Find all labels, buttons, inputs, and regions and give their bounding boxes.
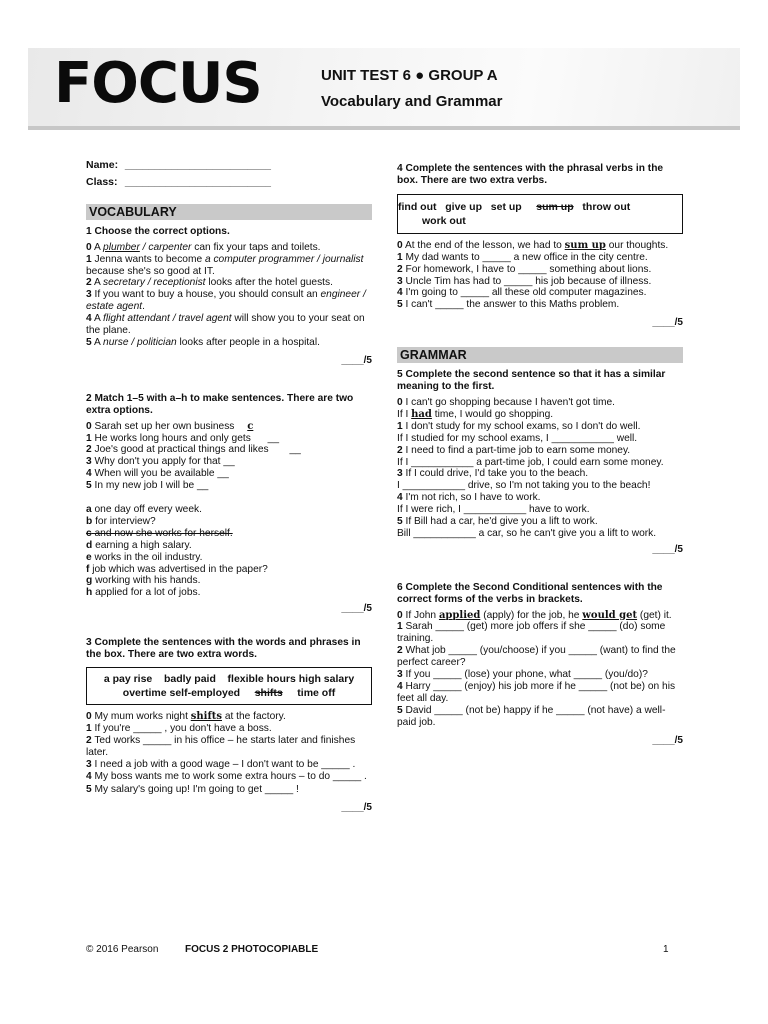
copyright: © 2016 Pearson — [86, 944, 159, 955]
ex4-item-1[interactable]: 1 My dad wants to _____ a new office in the city centre. — [397, 251, 648, 263]
ex4-items — [397, 240, 683, 311]
ex2-item-3[interactable]: 3 Why don't you apply for that __ — [86, 456, 235, 468]
ex4-box-row2 — [398, 214, 676, 228]
ex4-verb-used: sum up — [536, 200, 574, 213]
ex6-item-5[interactable]: 5 David _____ (not be) happy if he _____ (not have) a well-paid job. — [397, 704, 666, 728]
ex2-option-g: g working with his hands. — [86, 575, 201, 587]
ex6-items — [397, 610, 683, 729]
ex1-item-1[interactable]: 1 Jenna wants to become a computer programmer / journalist because she's so good at IT. — [86, 253, 364, 277]
ex3-word-used: shifts — [254, 687, 283, 699]
ex3-word: flexible hours — [227, 673, 296, 685]
ex4-box-row1 — [398, 200, 676, 214]
ex2-instruction: 2 Match 1–5 with a–h to make sentences. There are two extra options. — [86, 392, 354, 416]
ex4-verb: find out — [398, 200, 437, 213]
ex3-item-5[interactable]: 5 My salary's going up! I'm going to get _____ ! — [86, 784, 299, 796]
ex6-item-3[interactable]: 3 If you _____ (lose) your phone, what _____ (you/do)? — [397, 669, 648, 681]
ex2-option-b: b for interview? — [86, 515, 156, 527]
name-label: Name: — [86, 159, 119, 171]
ex2-item-1[interactable]: 1 He works long hours and only gets __ — [86, 432, 279, 444]
ex5-item-0: 0 I can't go shopping because I haven't got time. — [397, 396, 615, 408]
ex4-answer-0: sum up — [564, 239, 606, 251]
ex5-answer-0-line: If I had time, I would go shopping. — [397, 408, 554, 420]
ex2-options — [86, 504, 372, 599]
ex2-items — [86, 421, 372, 492]
ex5-score[interactable]: ____/5 — [652, 543, 683, 555]
unit-title: UNIT TEST 6 ● GROUP A — [321, 67, 498, 84]
ex6-answer-0b: would get — [582, 609, 638, 621]
ex2-option-c: c and now she works for herself. — [86, 527, 233, 539]
name-blank[interactable]: _________________________ — [124, 159, 271, 171]
ex5-instruction: 5 Complete the second sentence so that it has a similar meaning to the first. — [397, 369, 666, 393]
ex1-item-2[interactable]: 2 A secretary / receptionist looks after the hotel guests. — [86, 277, 333, 289]
ex3-items — [86, 711, 372, 796]
ex5-answer-0: had — [411, 408, 432, 420]
ex5-item-1: 1 I don't study for my school exams, so I don't do well. — [397, 420, 641, 432]
ex3-item-1[interactable]: 1 If you're _____ , you don't have a boss. — [86, 722, 272, 734]
photocopiable-note: FOCUS 2 PHOTOCOPIABLE — [185, 944, 319, 955]
ex6-item-4[interactable]: 4 Harry _____ (enjoy) his job more if he _____ (not be) on his feet all day. — [397, 681, 676, 704]
ex3-answer-0: shifts — [190, 711, 222, 722]
ex4-item-2[interactable]: 2 For homework, I have to _____ something about lions. — [397, 263, 652, 275]
ex4-item-4[interactable]: 4 I'm going to _____ all these old computer magazines. — [397, 287, 647, 299]
ex2-item-5[interactable]: 5 In my new job I will be __ — [86, 480, 209, 492]
ex1-list — [86, 242, 372, 349]
ex1-instruction: 1 Choose the correct options. — [86, 225, 230, 237]
ex6-answer-0a: applied — [438, 609, 481, 621]
ex3-item-3[interactable]: 3 I need a job with a good wage – I don't want to be _____ . — [86, 758, 356, 770]
class-blank[interactable]: _________________________ — [124, 175, 271, 188]
ex4-verb: work out — [422, 214, 466, 227]
ex4-item-5[interactable]: 5 I can't _____ the answer to this Maths problem. — [397, 299, 620, 311]
ex5-item-2: 2 I need to find a part-time job to earn some money. — [397, 444, 631, 456]
ex2-option-e: e works in the oil industry. — [86, 551, 203, 563]
ex5-line-3[interactable]: I ___________ drive, so I'm not taking you to the beach! — [397, 480, 651, 492]
right-column — [397, 163, 683, 747]
ex5-line-1[interactable]: If I studied for my school exams, I ___________ well. — [397, 432, 638, 444]
ex4-instruction: 4 Complete the sentences with the phrasal verbs in the box. There are two extra verbs. — [397, 163, 664, 186]
ex3-score[interactable]: ____/5 — [341, 802, 372, 814]
ex2-option-a: a one day off every week. — [86, 504, 202, 516]
ex6-item-0: 0 If John applied (apply) for the job, he would get (get) it. — [397, 609, 672, 621]
ex6-item-2[interactable]: 2 What job _____ (you/choose) if you _____ (want) to find the perfect career? — [397, 645, 676, 669]
ex5-item-4: 4 I'm not rich, so I have to work. — [397, 492, 541, 504]
name-line — [86, 160, 372, 172]
ex4-verb: set up — [490, 200, 522, 213]
ex5-item-5: 5 If Bill had a car, he'd give you a lift to work. — [397, 516, 598, 528]
page-number: 1 — [663, 944, 669, 955]
ex3-word-box — [86, 667, 372, 705]
ex5-line-5[interactable]: Bill ___________ a car, so he can't give you a lift to work. — [397, 527, 657, 539]
ex1-item-5[interactable]: 5 A nurse / politician looks after people in a hospital. — [86, 336, 320, 348]
ex6-score[interactable]: ____/5 — [652, 734, 683, 746]
ex3-word: time off — [297, 687, 336, 699]
vocabulary-heading: VOCABULARY — [86, 204, 372, 220]
ex3-word: a pay rise — [103, 673, 153, 685]
class-line — [86, 177, 372, 189]
ex6-instruction: 6 Complete the Second Conditional sentences with the correct forms of the verbs in brackets. — [397, 581, 663, 605]
focus-logo: FOCUS — [54, 51, 262, 116]
ex4-score[interactable]: ____/5 — [652, 317, 683, 329]
ex3-word: badly paid — [163, 673, 216, 685]
ex3-item-4[interactable]: 4 My boss wants me to work some extra hours – to do _____ . — [86, 770, 367, 782]
subtitle: Vocabulary and Grammar — [321, 93, 503, 110]
ex4-item-0: 0 At the end of the lesson, we had to sum up our thoughts. — [397, 239, 669, 251]
ex3-word: self-employed — [169, 687, 241, 699]
ex2-item-2[interactable]: 2 Joe's good at practical things and likes __ — [86, 444, 301, 456]
ex4-verb: give up — [445, 200, 483, 213]
ex1-item-3[interactable]: 3 If you want to buy a house, you should consult an engineer / estate agent. — [86, 289, 366, 313]
ex1-score[interactable]: ____/5 — [341, 354, 372, 366]
ex4-verb: throw out — [582, 200, 631, 213]
ex3-word: high salary — [298, 673, 355, 685]
ex1-answer-0: plumber — [103, 241, 140, 253]
ex2-item-4[interactable]: 4 When will you be available __ — [86, 468, 229, 480]
ex4-word-box — [397, 194, 683, 234]
ex4-item-3[interactable]: 3 Uncle Tim has had to _____ his job because of illness. — [397, 275, 652, 287]
ex2-option-d: d earning a high salary. — [86, 539, 192, 551]
ex2-item-0: 0 Sarah set up her own business c — [86, 420, 254, 432]
ex2-answer-0: c — [247, 420, 254, 432]
ex5-item-3: 3 If I could drive, I'd take you to the beach. — [397, 468, 589, 480]
ex5-line-4[interactable]: If I were rich, I ___________ have to work. — [397, 504, 590, 516]
ex3-word: overtime — [122, 687, 167, 699]
ex2-score[interactable]: ____/5 — [341, 603, 372, 615]
ex3-item-0: 0 My mum works night shifts at the factory. — [86, 711, 286, 722]
left-column — [86, 160, 372, 814]
ex3-item-2[interactable]: 2 Ted works _____ in his office – he starts later and finishes later. — [86, 734, 356, 758]
ex1-item-4[interactable]: 4 A flight attendant / travel agent will show you to your seat on the plane. — [86, 313, 365, 337]
ex5-line-2[interactable]: If I ___________ a part-time job, I could earn some money. — [397, 456, 664, 468]
ex5-items — [397, 397, 683, 540]
ex3-box-row2 — [93, 686, 365, 700]
header-rule — [28, 126, 740, 130]
class-label: Class: — [86, 175, 118, 188]
ex1-item-0: 0 A plumber / carpenter can fix your taps and toilets. — [86, 241, 321, 253]
ex2-option-h: h applied for a lot of jobs. — [86, 587, 201, 599]
ex3-box-row1 — [93, 672, 365, 686]
grammar-heading: GRAMMAR — [397, 347, 683, 363]
ex6-item-1[interactable]: 1 Sarah _____ (get) more job offers if she _____ (do) some training. — [397, 621, 666, 645]
ex2-option-f: f job which was advertised in the paper? — [86, 563, 268, 575]
ex3-instruction: 3 Complete the sentences with the words and phrases in the box. There are two extra words. — [86, 637, 361, 661]
